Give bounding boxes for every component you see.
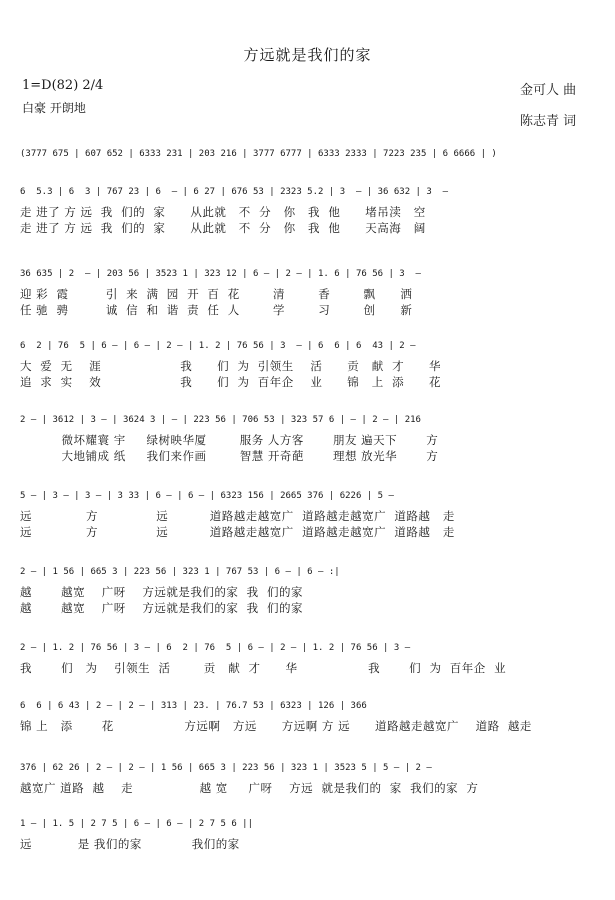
- lyric-line: 锦 上 添 花 方远啊 方远 方远啊 方 远 道路越走越宽广 道路 越走: [20, 719, 532, 733]
- score-system: [20, 818, 600, 852]
- lyric-line: 任 驰 骋 诚 信 和 谐 责 任 人 学 习 创 新: [20, 303, 413, 317]
- notation-line: (3777 675 | 607 652 | 6333 231 | 203 216 | 3777 6777 | 6333 2333 | 7223 235 | 6 6666 | ): [20, 149, 497, 159]
- score-system: [20, 700, 600, 734]
- notation-line: 2 — | 1. 2 | 76 56 | 3 — | 6 2 | 76 5 | 6 — | 2 — | 1. 2 | 76 56 | 3 —: [20, 643, 411, 653]
- lyric-line: 远 是 我们的家 我们的家: [20, 837, 240, 851]
- lyric-line: 微坏耀寰 宇 绿树映华厦 服务 人方客 朋友 遍天下 方: [20, 433, 439, 447]
- lyric-line: 越宽广 道路 越 走 越 宽 广呀 方远 就是我们的 家 我们的家 方: [20, 781, 479, 795]
- score-system: [20, 340, 600, 390]
- score-system: [20, 566, 600, 616]
- score-system: [20, 490, 600, 540]
- score-system: [20, 186, 600, 236]
- notation-line: 2 — | 3612 | 3 — | 3624 3 | — | 223 56 | 706 53 | 323 57 6 | — | 2 — | 216: [20, 415, 421, 425]
- notation-line: 6 6 | 6 43 | 2 — | 2 — | 313 | 23. | 76.7 53 | 6323 | 126 | 366: [20, 701, 367, 711]
- score-system: [20, 268, 600, 318]
- lyric-line: 远 方 远 道路越走越宽广 道路越走越宽广 道路越 走: [20, 509, 455, 523]
- notation-line: 1 — | 1. 5 | 2 7 5 | 6 — | 6 — | 2 7 5 6 ||: [20, 819, 253, 829]
- notation-line: 6 2 | 76 5 | 6 — | 6 — | 2 — | 1. 2 | 76 56 | 3 — | 6 6 | 6 43 | 2 —: [20, 341, 416, 351]
- score-system: [20, 148, 600, 160]
- lyric-line: 越 越宽 广呀 方远就是我们的家 我 们的家: [20, 601, 303, 615]
- notation-line: 36 635 | 2 — | 203 56 | 3523 1 | 323 12 | 6 — | 2 — | 1. 6 | 76 56 | 3 —: [20, 269, 421, 279]
- notation-line: 6 5.3 | 6 3 | 767 23 | 6 — | 6 27 | 676 53 | 2323 5.2 | 3 — | 36 632 | 3 —: [20, 187, 449, 197]
- lyric-line: 迎 彩 霞 引 来 满 园 开 百 花 清 香 飘 洒: [20, 287, 413, 301]
- score-system: [20, 414, 600, 464]
- notation-line: 2 — | 1 56 | 665 3 | 223 56 | 323 1 | 767 53 | 6 — | 6 — :|: [20, 567, 340, 577]
- lyric-line: 大 爱 无 涯 我 们 为 引领生 活 贡 献 才 华: [20, 359, 442, 373]
- composer-credit: 金可人 曲: [520, 83, 577, 98]
- lyric-line: 走 进了 方 远 我 们的 家 从此就 不 分 你 我 他 天高海 阔: [20, 221, 426, 235]
- lyric-line: 大地铺成 纸 我们来作画 智慧 开奇葩 理想 放光华 方: [20, 449, 439, 463]
- score-system: [20, 642, 600, 676]
- performance-style: 白豪 开朗地: [22, 101, 86, 115]
- score-system: [20, 762, 600, 796]
- lyric-line: 远 方 远 道路越走越宽广 道路越走越宽广 道路越 走: [20, 525, 455, 539]
- notation-line: 5 — | 3 — | 3 — | 3 33 | 6 — | 6 — | 6323 156 | 2665 376 | 6226 | 5 —: [20, 491, 394, 501]
- lyric-line: 追 求 实 效 我 们 为 百年企 业 锦 上 添 花: [20, 375, 442, 389]
- song-title: 方远就是我们的家: [243, 46, 372, 64]
- lyric-line: 我 们 为 引领生 活 贡 献 才 华 我 们 为 百年企 业: [20, 661, 507, 675]
- lyric-line: 越 越宽 广呀 方远就是我们的家 我 们的家: [20, 585, 303, 599]
- lyric-line: 走 进了 方 远 我 们的 家 从此就 不 分 你 我 他 堵吊渎 空: [20, 205, 426, 219]
- key-signature: 1=D(82) 2/4: [22, 78, 104, 93]
- lyricist-credit: 陈志青 词: [520, 114, 577, 129]
- notation-line: 376 | 62 26 | 2 — | 2 — | 1 56 | 665 3 | 223 56 | 323 1 | 3523 5 | 5 — | 2 —: [20, 763, 432, 773]
